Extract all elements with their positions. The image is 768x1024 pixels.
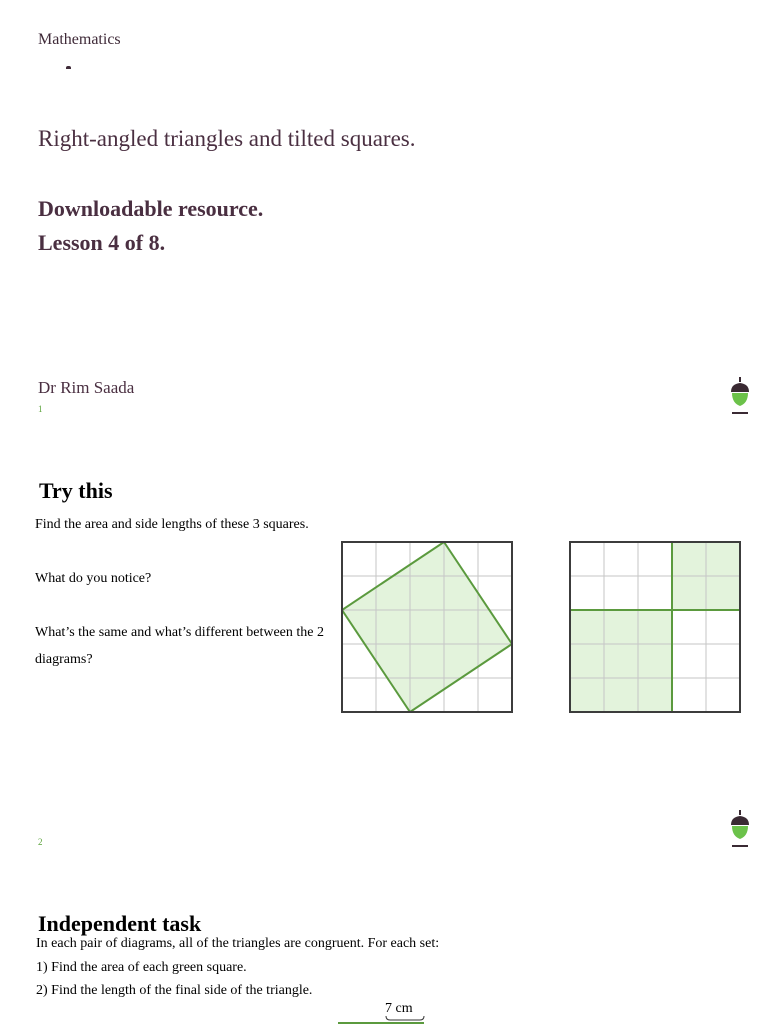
try-this-line-1: Find the area and side lengths of these 3 squares.	[35, 517, 309, 532]
lesson-title: Right-angled triangles and tilted squares.	[38, 126, 416, 151]
task-step-2: 2) Find the length of the final side of the triangle.	[36, 983, 313, 998]
task-step-1: 1) Find the area of each green square.	[36, 960, 247, 975]
try-this-line-4: diagrams?	[35, 652, 93, 667]
subject-label: Mathematics	[38, 31, 121, 48]
task-intro: In each pair of diagrams, all of the triangles are congruent. For each set:	[36, 936, 440, 951]
two-squares-diagram	[569, 541, 741, 713]
decorative-mark	[66, 66, 71, 69]
partial-diagram-top	[338, 1014, 428, 1024]
resource-info	[38, 192, 263, 260]
try-this-line-2: What do you notice?	[35, 571, 152, 586]
author-name: Dr Rim Saada	[38, 378, 135, 397]
dimension-label: 7 cm	[385, 1001, 413, 1016]
try-this-heading: Try this	[39, 478, 113, 503]
oak-acorn-icon	[729, 809, 751, 849]
oak-acorn-icon	[729, 376, 751, 416]
page-number-2: 2	[38, 837, 43, 847]
tilted-square-diagram	[341, 541, 513, 713]
lesson-line: Lesson 4 of 8.	[38, 230, 166, 255]
resource-line: Downloadable resource.	[38, 196, 264, 221]
page-number-1: 1	[38, 404, 43, 414]
independent-task-heading: Independent task	[38, 911, 202, 936]
try-this-line-3: What’s the same and what’s different between the 2	[35, 625, 324, 640]
